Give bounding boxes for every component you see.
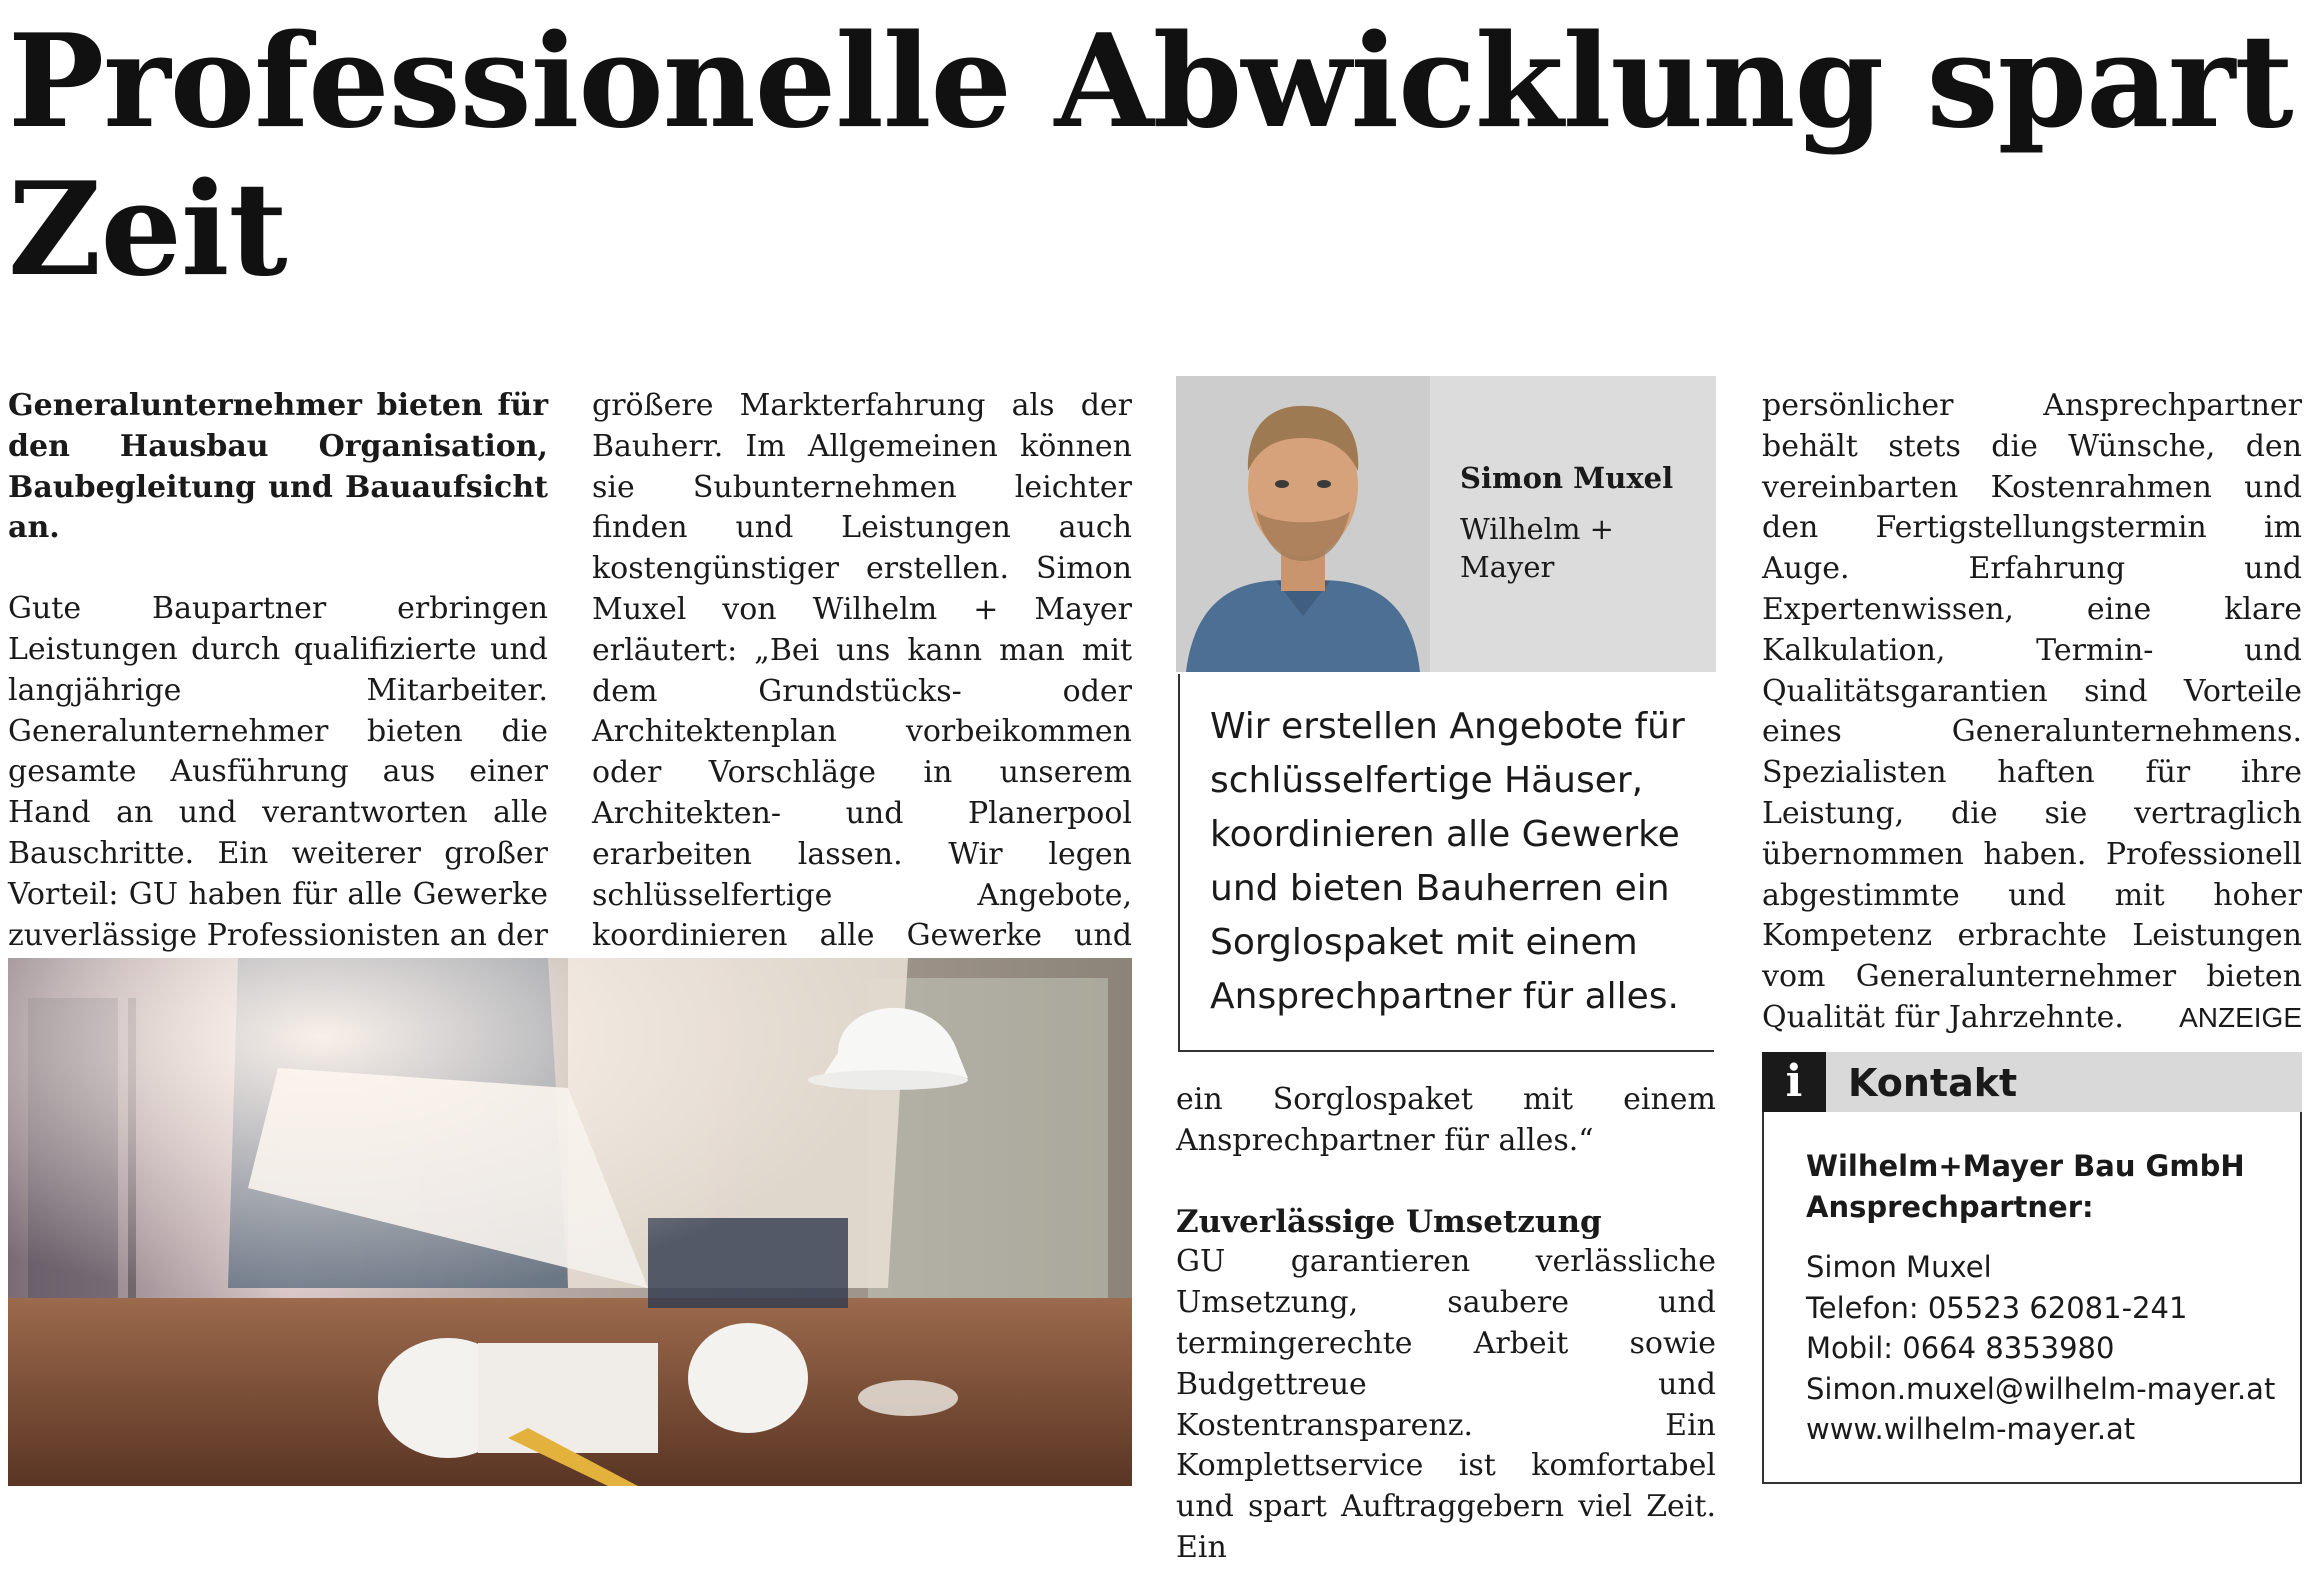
column-3-body: ein Sorglospaket mit einem Ansprechpartner für alles.“ xyxy=(1176,1082,1716,1158)
subheading: Zuverlässige Umsetzung xyxy=(1176,1203,1602,1240)
contact-name: Simon Muxel xyxy=(1806,1250,1992,1284)
lead-paragraph: Generalunternehmer bieten für den Hausbau Organisation, Baubegleitung und Bauaufsicht an. xyxy=(8,388,548,546)
column-3 xyxy=(1176,1080,1716,1569)
column-4-text: persönlicher Ansprechpartner behält stets die Wünsche, den vereinbarten Kostenrahmen und den Fertigstellungstermin im Auge. Erfahrung und Expertenwissen, eine klare Kalkulation, Termin- und Qualitätsgarantien sind Vorteile eines Generalunternehmens. Spezialisten haften für ihre Leistung, die sie vertraglich übernommen haben. Professionell abgestimmte und mit hoher Kompetenz erbrachte Leistungen vom Generalunternehmer bieten Qualität für Jahrzehnte. xyxy=(1762,388,2302,1035)
construction-meeting-photo xyxy=(8,958,1132,1486)
column-1 xyxy=(8,386,548,997)
contact-mobile: Mobil: 0664 8353980 xyxy=(1806,1331,2115,1365)
column-3-body-2: GU garantieren verlässliche Umsetzung, saubere und termingerechte Arbeit sowie Budgettreue und Kostentransparenz. Ein Komplettservice ist komfortabel und spart Auftraggebern viel Zeit. Ein xyxy=(1176,1244,1716,1565)
portrait-photo xyxy=(1176,376,1430,672)
column-4 xyxy=(1762,386,2302,1039)
contact-phone: Telefon: 05523 62081-241 xyxy=(1806,1290,2188,1325)
column-2 xyxy=(592,386,1132,998)
contact-header xyxy=(1762,1052,2302,1112)
anzeige-label: ANZEIGE xyxy=(2179,1001,2302,1033)
person-name: Simon Muxel xyxy=(1460,461,1674,495)
contact-email-link[interactable]: Simon.muxel@wilhelm-mayer.at xyxy=(1806,1371,2276,1406)
pull-quote: Wir erstellen Angebote für schlüsselfertige Häuser, koordinieren alle Gewerke und bieten Bauherren ein Sorglospaket mit einem Ansprechpartner für alles. xyxy=(1210,706,1685,1017)
contact-title: Kontakt xyxy=(1848,1061,2018,1105)
info-icon: i xyxy=(1762,1052,1826,1112)
person-company: Wilhelm + Mayer xyxy=(1460,512,1614,584)
column-1-body: Gute Baupartner erbringen Leistungen durch qualifizierte und langjährige Mitarbeiter. Generalunternehmer bieten die gesamte Ausführung aus einer Hand an und verantworten alle Bauschritte. Ein weiterer großer Vorteil: GU haben für alle Gewerke zuverlässige Professionisten an der xyxy=(8,591,548,953)
contact-label: Ansprechpartner: xyxy=(1806,1189,2094,1224)
column-4-body xyxy=(1762,386,2302,1039)
headline: Professionelle Abwicklung spart Zeit xyxy=(8,7,2293,305)
contact-details xyxy=(1806,1146,2296,1450)
contact-company: Wilhelm+Mayer Bau GmbH xyxy=(1806,1149,2245,1183)
column-2-body: größere Markterfahrung als der Bauherr. Im Allgemeinen können sie Subunternehmen leichter finden und Leistungen auch kostengünstiger erstellen. Simon Muxel von Wilhelm + Mayer erläutert: „Bei uns kann man mit dem Grundstücks- oder Architektenplan vorbeikommen oder Vorschläge in unserem Architekten- und Planerpool erarbeiten lassen. Wir legen schlüsselfertige Angebote, koordinieren alle Gewerke und xyxy=(592,388,1132,954)
contact-website-link[interactable]: www.wilhelm-mayer.at xyxy=(1806,1412,2136,1446)
